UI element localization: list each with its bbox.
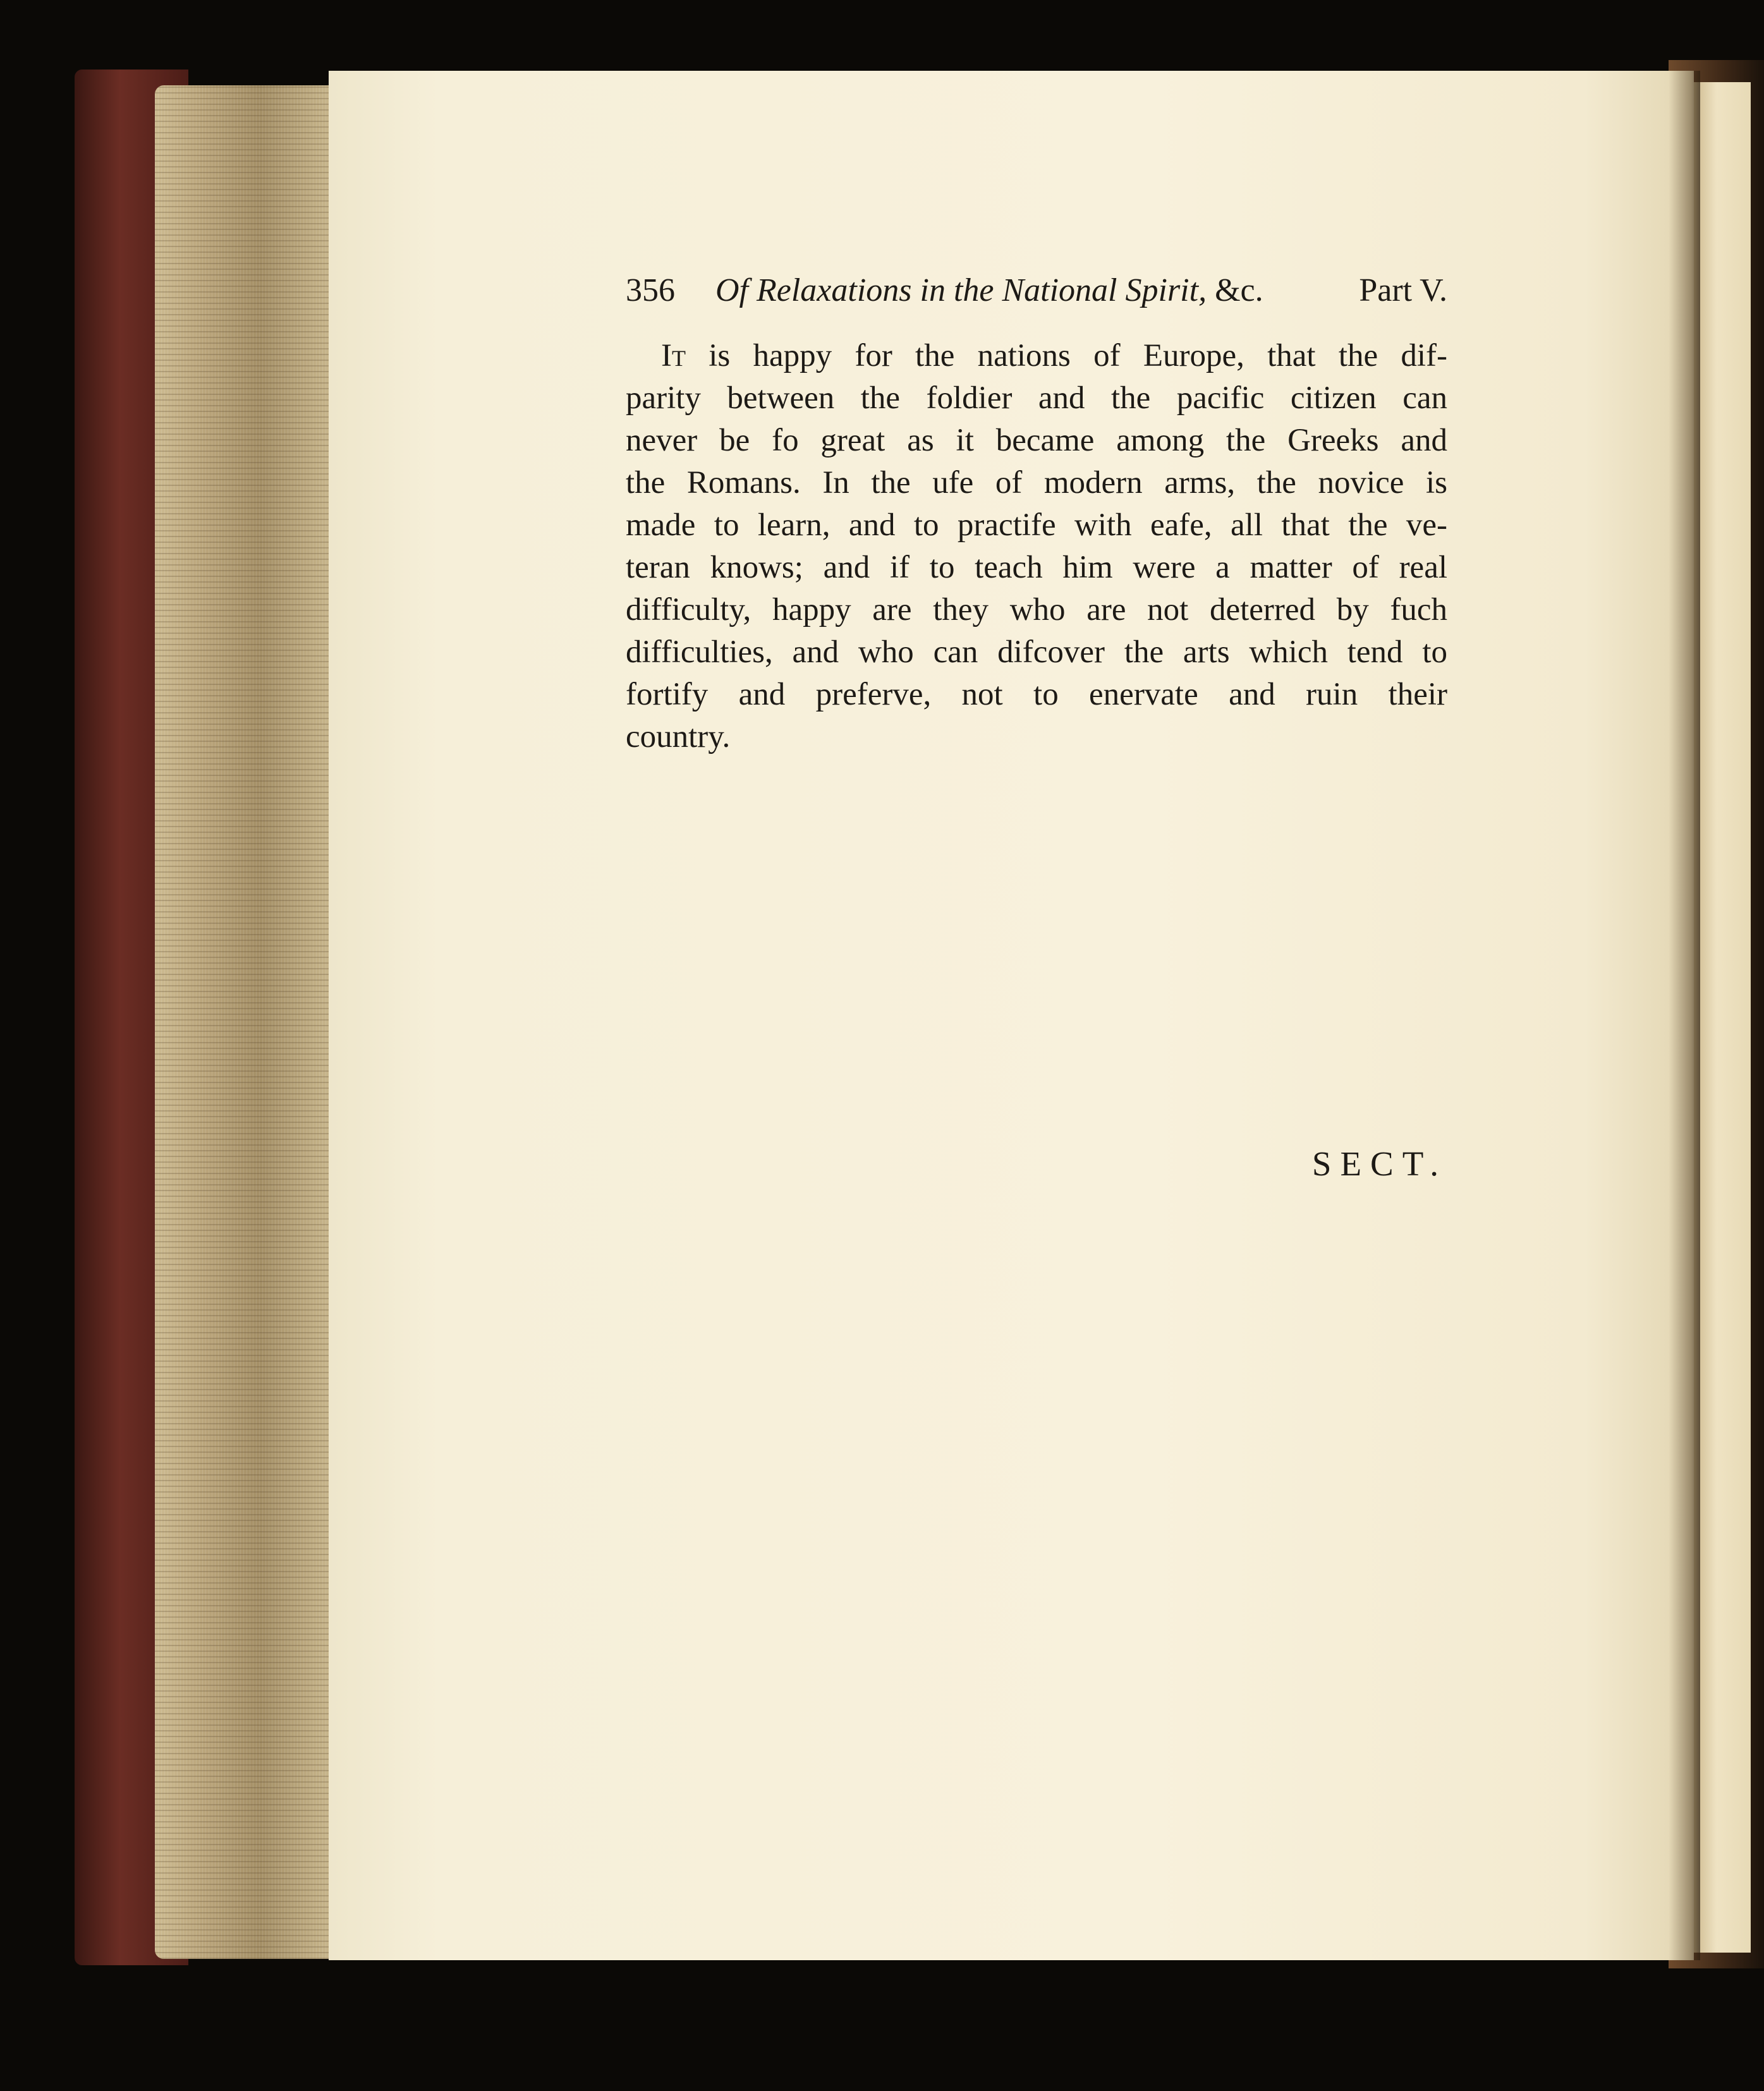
running-title-text: Of Relaxations in the National Spirit,	[715, 272, 1207, 308]
page-number: 356	[626, 272, 675, 308]
text-line: the Romans. In the ufe of modern arms, the novice is	[626, 465, 1447, 500]
text-line: difficulties, and who can difcover the arts which tend to	[626, 634, 1447, 670]
text-line: difficulty, happy are they who are not deterred by fuch	[626, 592, 1447, 627]
line-text: is happy for the nations of Europe, that the dif-	[685, 338, 1447, 373]
text-line: country.	[626, 719, 731, 755]
text-line	[626, 335, 1447, 377]
page-gutter	[1669, 71, 1700, 1960]
text-line: fortify and preferve, not to enervate and ruin their	[626, 677, 1447, 712]
text-line: teran knows; and if to teach him were a matter of real	[626, 550, 1447, 585]
running-title	[715, 272, 1263, 309]
facing-page-edge	[1694, 82, 1751, 1953]
part-label: Part V.	[1359, 272, 1447, 308]
catchword: SECT.	[1311, 1144, 1447, 1183]
page-edges	[155, 85, 331, 1959]
text-line: made to learn, and to practife with eafe, all that the ve-	[626, 507, 1447, 543]
paragraph	[626, 335, 1447, 758]
running-title-tail: &c.	[1215, 272, 1263, 308]
text-line: parity between the foldier and the pacific citizen can	[626, 380, 1447, 416]
text-line: never be fo great as it became among the Greeks and	[626, 423, 1447, 458]
lead-word: It	[661, 338, 686, 373]
